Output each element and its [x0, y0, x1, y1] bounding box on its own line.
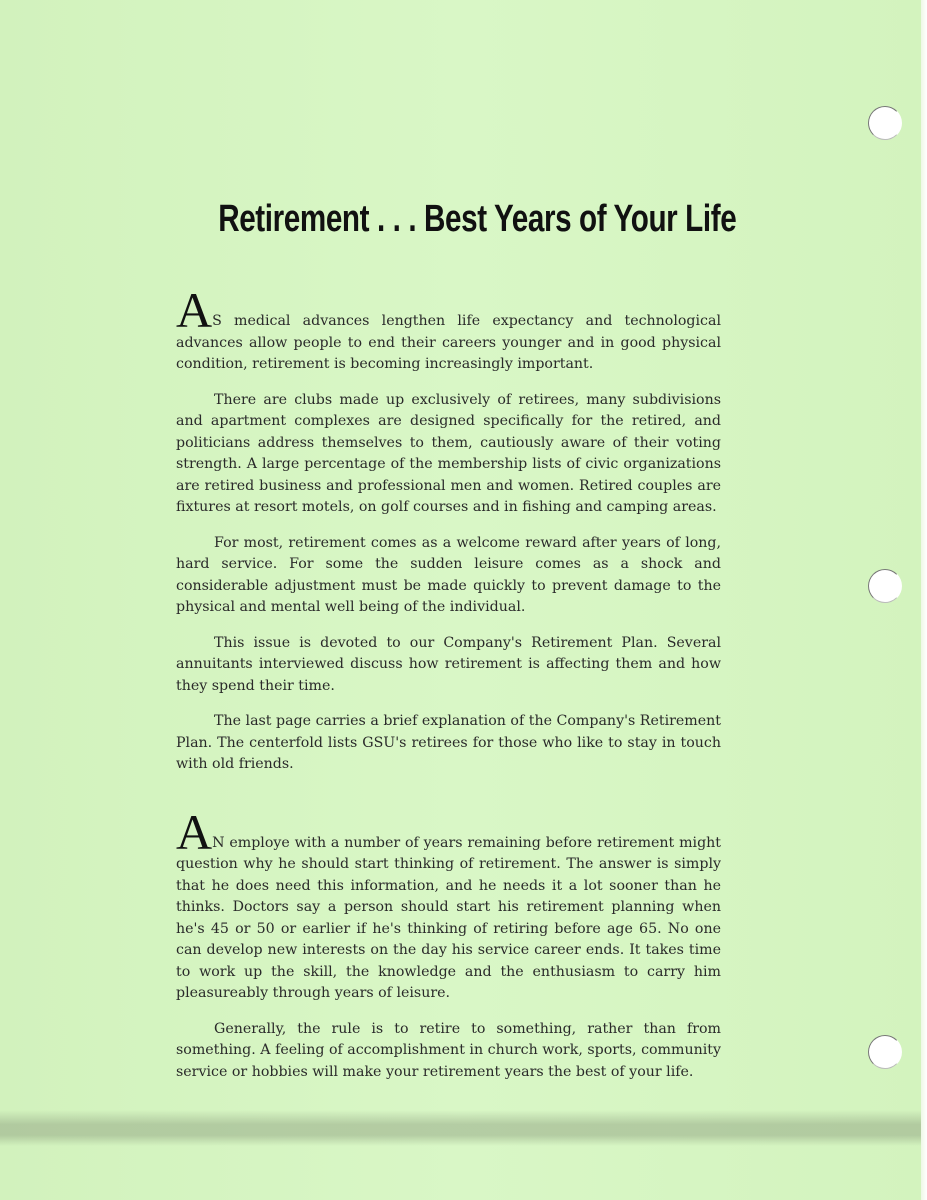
drop-cap-continuation: N	[212, 834, 225, 851]
section-divider-space	[176, 790, 721, 812]
lead-text: medical advances lengthen life expectancy and technological advances allow people to end their careers younger and in good physical condition, retirement is becoming increasingly important.	[176, 313, 721, 372]
body-paragraph: Generally, the rule is to retire to something, rather than from something. A feeling of accomplishment in church work, sports, community service or hobbies will make your retirement years the best of your life.	[176, 1020, 721, 1080]
page-title: Retirement . . . Best Years of Your Life	[218, 198, 737, 240]
body-paragraph: There are clubs made up exclusively of retirees, many subdivisions and apartment complexes are designed specifically for the retired, and politicians address themselves to them, cautiously aware of their voting strength. A large percentage of the membership lists of civic organizations are retired business and professional men and women. Retired couples are fixtures at resort motels, on golf courses and in fishing and camping areas.	[176, 391, 721, 515]
body-paragraph: For most, retirement comes as a welcome reward after years of long, hard service. For some the sudden leisure comes as a shock and considerable adjustment must be made quickly to prevent damage to the physical and mental well being of the individual.	[176, 534, 721, 615]
lead-text: employe with a number of years remaining before retirement might question why he should start thinking of retirement. The answer is simply that he does need this information, and he needs it a lot sooner than he thinks. Doctors say a person should start his retirement planning when he's 45 or 50 or earlier if he's thinking of retiring before age 65. No one can develop new interests on the day his service career ends. It takes time to work up the skill, the knowledge and the enthusiasm to carry him pleasureably through years of leisure.	[176, 834, 721, 1001]
paper-edge	[921, 0, 927, 1200]
body-paragraph: The last page carries a brief explanation of the Company's Retirement Plan. The centerfold lists GSU's retirees for those who like to stay in touch with old friends.	[176, 713, 721, 772]
drop-cap-continuation: S	[212, 313, 222, 329]
drop-cap: A	[176, 803, 213, 860]
lead-paragraph-1	[176, 282, 721, 376]
body-paragraph: This issue is devoted to our Company's Retirement Plan. Several annuitants interviewed discuss how retirement is affecting them and how they spend their time.	[176, 634, 721, 694]
binder-hole-top	[868, 106, 902, 140]
scan-shadow-band	[0, 1110, 921, 1146]
lead-paragraph-2	[176, 803, 721, 1005]
article-body	[176, 282, 721, 1097]
drop-cap: A	[176, 282, 213, 338]
binder-hole-bottom	[868, 1035, 902, 1069]
binder-hole-middle	[868, 569, 902, 603]
